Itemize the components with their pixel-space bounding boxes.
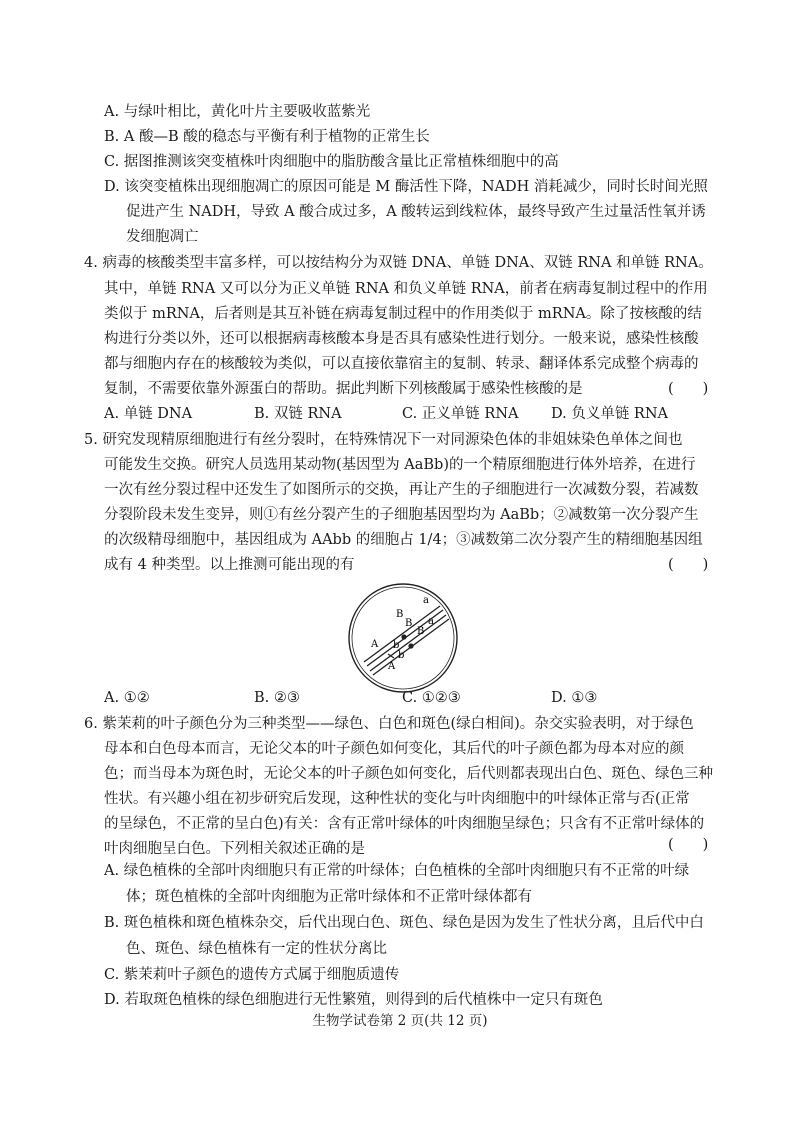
crossover-figure [344, 582, 462, 694]
q5-stem-line5: 的次级精母细胞中，基因组成为 AAbb 的细胞占 1/4；③减数第二次分裂产生的精细胞基因组 [104, 532, 703, 548]
q4-stem-line1: 4. 病毒的核酸类型丰富多样，可以按结构分为双链 DNA、单链 DNA、双链 RNA 和单链 RNA。 [84, 255, 713, 271]
label-b2: B [405, 618, 413, 629]
q3-option-c: C. 据图推测该突变植株叶肉细胞中的脂肪酸含量比正常植株细胞中的高 [104, 154, 559, 170]
q4-stem-line6: 复制，不需要依靠外源蛋白的帮助。据此判断下列核酸属于感染性核酸的是 [104, 381, 583, 397]
q4-option-c: C. 正义单链 RNA [402, 406, 519, 422]
q4-stem-line2: 其中，单链 RNA 又可以分为正义单链 RNA 和负义单链 RNA，前者在病毒复制过程中的作用 [104, 281, 708, 297]
q5-stem-line2: 可能发生交换。研究人员选用某动物(基因型为 AaBb)的一个精原细胞进行体外培养，在进行 [104, 457, 696, 473]
q4-stem-line3: 类似于 mRNA，后者则是其互补链在病毒复制过程中的作用类似于 mRNA。除了按核酸的结 [104, 306, 702, 322]
q5-stem-line1: 5. 研究发现精原细胞进行有丝分裂时，在特殊情况下一对同源染色体的非姐妹染色单体之间也 [84, 432, 683, 448]
q4-stem-line5: 都与细胞内存在的核酸较为类似，可以直接依靠宿主的复制、转录、翻译体系完成整个病毒的 [104, 356, 699, 372]
q4-option-a: A. 单链 DNA [104, 406, 193, 422]
label-a1: a [423, 595, 429, 606]
q3-option-d-line2: 促进产生 NADH，导致 A 酸合成过多，A 酸转运到线粒体，最终导致产生过量活性氧并诱 [126, 204, 706, 220]
q5-stem-line4: 分裂阶段未发生变异，则①有丝分裂产生的子细胞基因型均为 AaBb；②减数第一次分裂产生 [104, 507, 699, 523]
label-b1: B [396, 609, 404, 620]
centromere-lower [408, 643, 413, 648]
q4-stem-line4: 构进行分类以外，还可以根据病毒核酸本身是否具有感染性进行划分。一般来说，感染性核酸 [104, 331, 699, 347]
q4-options [104, 405, 704, 423]
q6-stem-line3: 色；而当母本为斑色时，无论父本的叶子颜色如何变化，后代则都表现出白色、斑色、绿色三种 [104, 766, 713, 782]
q4-option-b: B. 双链 RNA [254, 406, 342, 422]
q6-option-b-line2: 色、斑色、绿色植株有一定的性状分离比 [126, 941, 387, 957]
q5-stem-line6: 成有 4 种类型。以上推测可能出现的有 [104, 557, 355, 573]
label-a-upper1: A [371, 639, 379, 650]
label-b-lower1: b [393, 640, 400, 651]
q4-answer-paren: ( ) [668, 381, 709, 397]
label-a2: a [428, 616, 434, 627]
q6-option-a-line1: A. 绿色植株的全部叶肉细胞只有正常的叶绿体；白色植株的全部叶肉细胞只有不正常的叶绿 [104, 863, 690, 879]
q6-stem-line2: 母本和白色母本而言，无论父本的叶子颜色如何变化，其后代的叶子颜色都为母本对应的颜 [104, 741, 684, 757]
q5-option-c: C. ①②③ [402, 690, 461, 706]
q5-option-a: A. ①② [104, 690, 150, 706]
q6-option-d: D. 若取斑色植株的绿色细胞进行无性繁殖，则得到的后代植株中一定只有斑色 [104, 992, 603, 1008]
q6-option-a-line2: 体；斑色植株的全部叶肉细胞为正常叶绿体和不正常叶绿体都有 [126, 889, 532, 905]
q3-option-d-line3: 发细胞凋亡 [126, 229, 199, 245]
q4-option-d: D. 负义单链 RNA [551, 406, 669, 422]
page-footer: 生物学试卷第 2 页(共 12 页) [312, 1013, 488, 1029]
q6-answer-paren: ( ) [668, 837, 709, 853]
centromere-upper [401, 634, 406, 639]
label-a-upper2: A [388, 661, 396, 672]
q6-option-c: C. 紫茉莉叶子颜色的遗传方式属于细胞质遗传 [104, 967, 400, 983]
q5-options [104, 689, 704, 707]
q3-option-b: B. A 酸—B 酸的稳态与平衡有利于植物的正常生长 [104, 129, 430, 145]
q6-option-b-line1: B. 斑色植株和斑色植株杂交，后代出现白色、斑色、绿色是因为发生了性状分离，且后代中白 [104, 915, 704, 931]
q5-option-b: B. ②③ [254, 690, 300, 706]
q3-option-a: A. 与绿叶相比，黄化叶片主要吸收蓝紫光 [104, 104, 371, 120]
q6-stem-line4: 性状。有兴趣小组在初步研究后发现，这种性状的变化与叶肉细胞中的叶绿体正常与否(正常 [104, 791, 690, 807]
q6-stem-line1: 6. 紫茉莉的叶子颜色分为三种类型——绿色、白色和斑色(绿白相间)。杂交实验表明，对于绿色 [84, 716, 694, 732]
q5-option-d: D. ①③ [551, 690, 598, 706]
label-b-lower2: b [398, 650, 405, 661]
q6-stem-line5: 的呈绿色，不正常的呈白色)有关：含有正常叶绿体的叶肉细胞呈绿色；只含有不正常叶绿体的 [104, 816, 705, 832]
q5-answer-paren: ( ) [668, 557, 709, 573]
label-b3: B [417, 626, 425, 637]
q6-stem-line6: 叶肉细胞呈白色。下列相关叙述正确的是 [104, 841, 365, 857]
cell-diagram [344, 582, 462, 694]
q3-option-d-line1: D. 该突变植株出现细胞凋亡的原因可能是 M 酶活性下降，NADH 消耗减少，同时长时间光照 [104, 179, 708, 195]
q5-stem-line3: 一次有丝分裂过程中还发生了如图所示的交换，再让产生的子细胞进行一次减数分裂，若减数 [104, 482, 699, 498]
